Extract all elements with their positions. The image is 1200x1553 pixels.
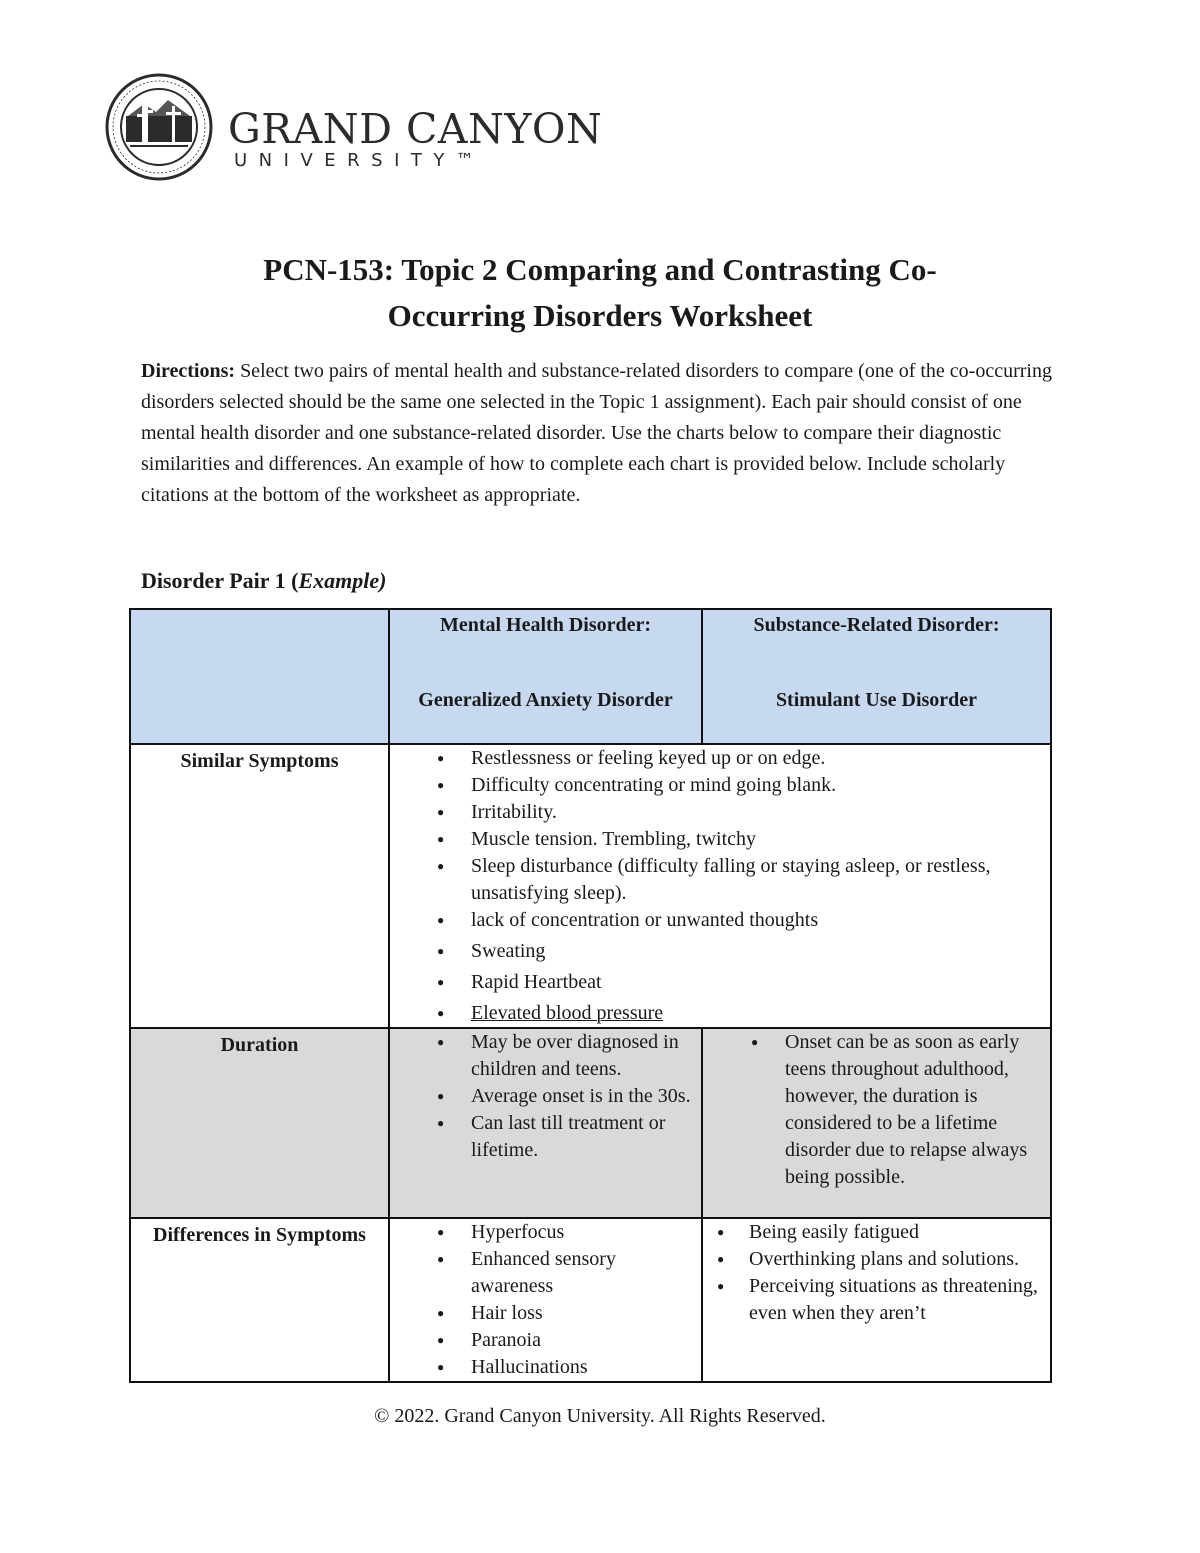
list-item: ● Rapid Heartbeat [390, 969, 1050, 996]
mental-health-header [389, 609, 702, 744]
brand-wordmark [228, 106, 602, 171]
substance-header [702, 609, 1051, 744]
list-item: ● Restlessness or feeling keyed up or on edge. [390, 745, 1050, 772]
table-row [130, 1028, 1051, 1218]
mental-health-label: Mental Health Disorder: [439, 614, 652, 636]
list-item: ● Sleep disturbance (difficulty falling or staying asleep, or restless, unsatisfying sleep). [390, 853, 1050, 907]
header-blank-cell [130, 609, 389, 744]
title-line-2: Occurring Disorders Worksheet [387, 298, 813, 333]
differences-substance-list [703, 1219, 1050, 1327]
list-item: ● Perceiving situations as threatening, even when they aren’t [703, 1273, 1050, 1327]
differences-mental-list [390, 1219, 701, 1381]
list-item: ● Irritability. [390, 799, 1050, 826]
page-title [140, 247, 1060, 339]
list-item: ● Can last till treatment or lifetime. [390, 1110, 701, 1164]
copyright-footer: © 2022. Grand Canyon University. All Rights Reserved. [374, 1405, 826, 1427]
title-line-1: PCN-153: Topic 2 Comparing and Contrasting Co- [263, 252, 937, 287]
list-item: ● Hair loss [390, 1300, 701, 1327]
list-item: ● Onset can be as soon as early teens throughout adulthood, however, the duration is considered to be a lifetime disorder due to relapse always being possible. [703, 1029, 1050, 1191]
list-item: ● Hallucinations [390, 1354, 701, 1381]
university-logo [104, 72, 603, 182]
directions-text: Select two pairs of mental health and substance-related disorders to compare (one of the co-occurring disorders selected should be the same one selected in the Topic 1 assignment). Each pair should consist of one mental health disorder and one substance-related disorder. Use the charts below to compare their diagnostic similarities and differences. An example of how to complete each chart is provided below. Include scholarly citations at the bottom of the worksheet as appropriate. [141, 360, 1052, 506]
list-item: ● Difficulty concentrating or mind going blank. [390, 772, 1050, 799]
duration-mental-list [390, 1029, 701, 1164]
list-item-text: Elevated blood pressure [471, 1002, 664, 1024]
similar-symptoms-label: Similar Symptoms [130, 744, 389, 1028]
disorder-comparison-table [129, 608, 1052, 1383]
list-item: ● Enhanced sensory awareness [390, 1246, 701, 1300]
list-item: ● Muscle tension. Trembling, twitchy [390, 826, 1050, 853]
list-item: ● Being easily fatigued [703, 1219, 1050, 1246]
duration-label: Duration [130, 1028, 389, 1218]
pair-1-heading-text: Disorder Pair 1 ( [141, 568, 299, 593]
mental-health-value: Generalized Anxiety Disorder [418, 689, 673, 711]
list-item: ● lack of concentration or unwanted thoughts [390, 907, 1050, 934]
brand-name: GRAND CANYON [228, 105, 603, 153]
duration-substance-list [703, 1029, 1050, 1191]
list-item: ● May be over diagnosed in children and teens. [390, 1029, 701, 1083]
differences-mental-cell [389, 1218, 702, 1382]
duration-substance-cell [702, 1028, 1051, 1218]
list-item: ● Overthinking plans and solutions. [703, 1246, 1050, 1273]
duration-mental-cell [389, 1028, 702, 1218]
directions-label: Directions: [141, 360, 236, 382]
list-item: ● Hyperfocus [390, 1219, 701, 1246]
pair-1-heading [141, 568, 386, 594]
differences-substance-cell [702, 1218, 1051, 1382]
list-item: ● Paranoia [390, 1327, 701, 1354]
directions-paragraph [141, 356, 1061, 511]
differences-label: Differences in Symptoms [130, 1218, 389, 1382]
university-seal-icon [104, 72, 214, 182]
pair-1-heading-italic: Example) [298, 568, 387, 593]
list-item: ● Average onset is in the 30s. [390, 1083, 701, 1110]
similar-symptoms-list [390, 745, 1050, 1027]
brand-subtitle: UNIVERSITY™ [234, 150, 486, 171]
list-item: ● Sweating [390, 938, 1050, 965]
list-item [390, 1000, 1050, 1027]
table-row [130, 1218, 1051, 1382]
table-header-row [130, 609, 1051, 744]
substance-value: Stimulant Use Disorder [775, 689, 978, 711]
table-row [130, 744, 1051, 1028]
substance-label: Substance-Related Disorder: [753, 614, 1000, 636]
similar-symptoms-cell [389, 744, 1051, 1028]
